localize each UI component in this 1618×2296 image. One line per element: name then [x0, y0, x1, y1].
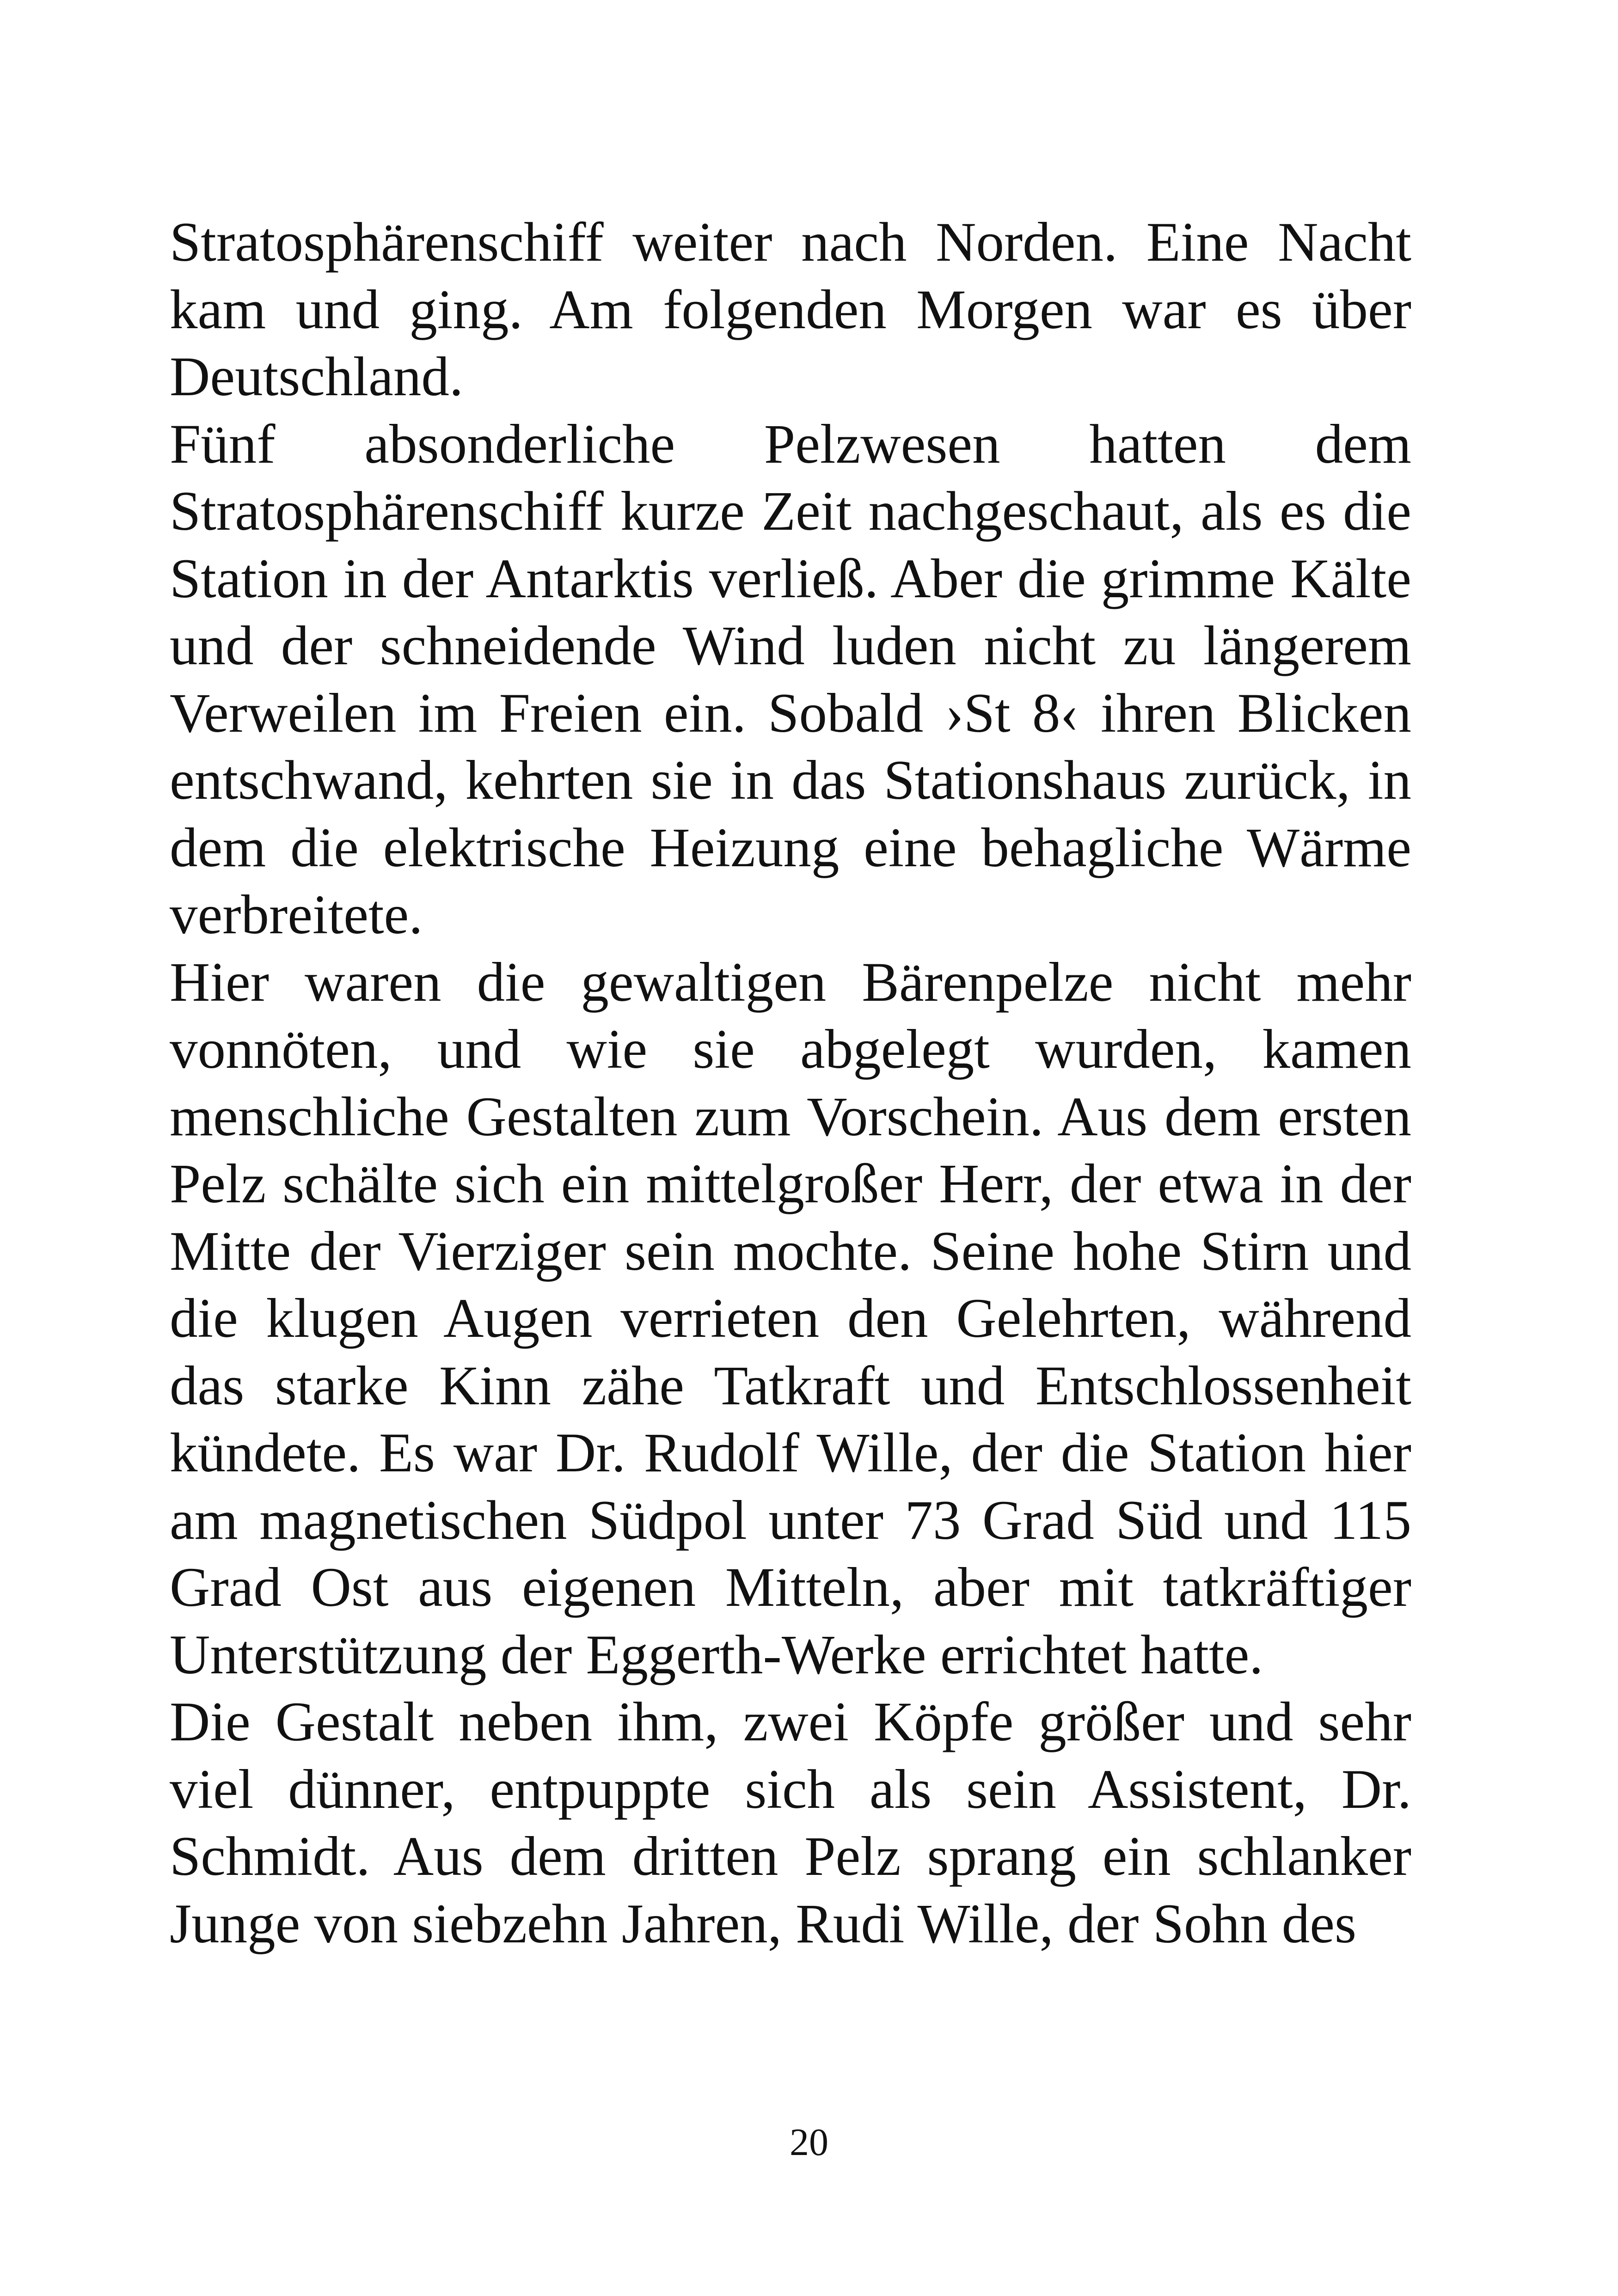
body-text — [170, 209, 1411, 1958]
paragraph-2: Fünf absonderliche Pelzwesen hatten dem Stratosphärenschiff kurze Zeit nachgeschaut, als es die Station in der Antarktis verließ. Aber die grimme Kälte und der schneidende Wind luden nicht zu längerem Verweilen im Freien ein. Sobald ›St 8‹ ihren Blicken entschwand, kehrten sie in das Stationshaus zurück, in dem die elektrische Heizung eine behagliche Wärme verbreitete. — [170, 413, 1411, 946]
paragraph-3: Hier waren die gewaltigen Bärenpelze nicht mehr vonnöten, und wie sie abgelegt wurden, kamen menschliche Gestalten zum Vorschein. Aus dem ersten Pelz schälte sich ein mittelgroßer Herr, der etwa in der Mitte der Vierziger sein mochte. Seine hohe Stirn und die klugen Augen verrieten den Gelehrten, während das starke Kinn zähe Tatkraft und Entschlossenheit kündete. Es war Dr. Rudolf Wille, der die Station hier am magnetischen Südpol unter 73 Grad Süd und 115 Grad Ost aus eigenen Mitteln, aber mit tatkräftiger Unterstützung der Eggerth-Werke errichtet hatte. — [170, 951, 1411, 1686]
paragraph-1: Stratosphärenschiff weiter nach Norden. Eine Nacht kam und ging. Am folgenden Morgen war es über Deutschland. — [170, 211, 1411, 408]
page-number: 20 — [790, 2121, 828, 2164]
paragraph-4: Die Gestalt neben ihm, zwei Köpfe größer und sehr viel dünner, entpuppte sich als sein Assistent, Dr. Schmidt. Aus dem dritten Pelz sprang ein schlanker Junge von siebzehn Jahren, Rudi Wille, der Sohn des — [170, 1691, 1411, 1955]
